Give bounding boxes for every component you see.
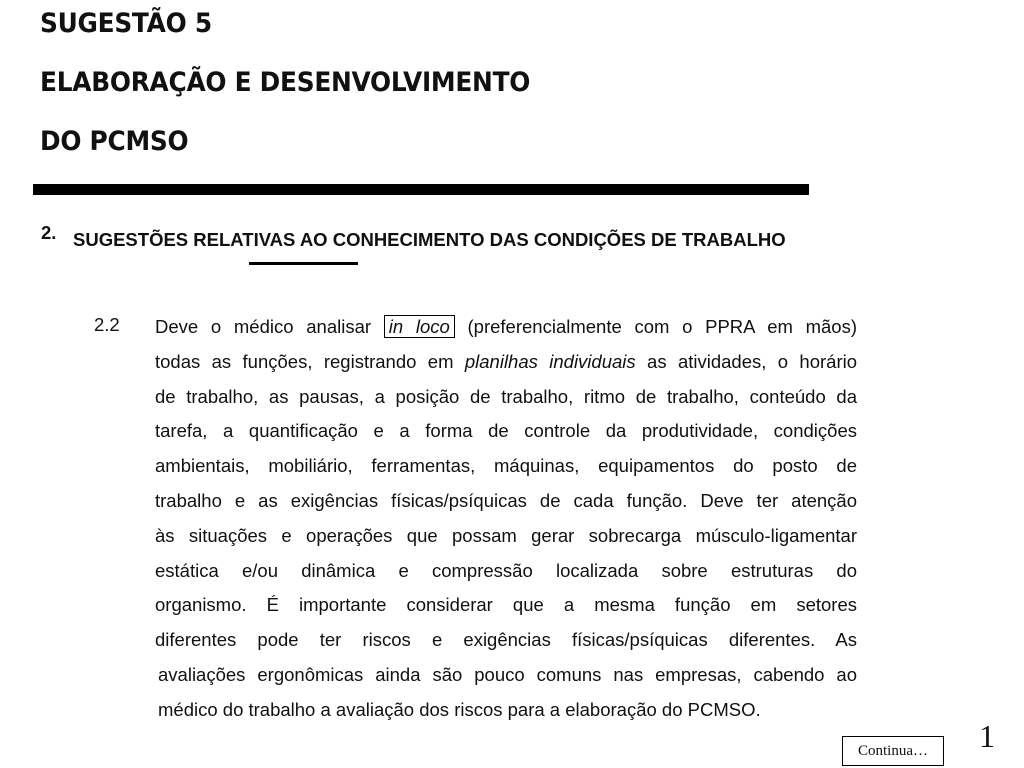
paragraph-line: ambientais, mobiliário, ferramentas, máquinas, equipamentos do posto de bbox=[155, 455, 857, 477]
page-number: 1 bbox=[979, 718, 995, 754]
item-paragraph bbox=[155, 310, 857, 728]
paragraph-line: trabalho e as exigências físicas/psíquicas de cada função. Deve ter atenção bbox=[155, 489, 857, 511]
section-number: 2. bbox=[41, 222, 57, 243]
item-number: 2.2 bbox=[94, 314, 120, 335]
paragraph-line: às situações e operações que possam gerar sobrecarga músculo-ligamentar bbox=[155, 524, 857, 546]
paragraph-line: tarefa, a quantificação e a forma de controle da produtividade, condições bbox=[155, 420, 857, 442]
boxed-term-in-loco: in loco bbox=[384, 315, 455, 338]
line2-text-before: todas as funções, registrando em bbox=[155, 350, 454, 372]
paragraph-line: avaliações ergonômicas ainda são pouco comuns nas empresas, cabendo ao bbox=[158, 663, 857, 685]
heading-underline-mark bbox=[249, 262, 358, 265]
document-title-line-1: SUGESTÃO 5 bbox=[40, 8, 212, 39]
paragraph-line bbox=[155, 345, 857, 380]
italic-term-planilhas: planilhas individuais bbox=[464, 350, 636, 372]
line1-text-before: Deve o médico analisar bbox=[155, 316, 372, 337]
paragraph-line: estática e/ou dinâmica e compressão localizada sobre estruturas do bbox=[155, 559, 857, 581]
document-title-line-3: DO PCMSO bbox=[40, 126, 189, 157]
header-divider bbox=[33, 184, 809, 195]
paragraph-line: diferentes pode ter riscos e exigências físicas/psíquicas diferentes. As bbox=[155, 629, 857, 651]
line2-text-after: as atividades, o horário bbox=[647, 350, 858, 372]
line1-text-after: (preferencialmente com o PPRA em mãos) bbox=[467, 316, 857, 337]
continue-button[interactable]: Continua… bbox=[842, 736, 944, 766]
paragraph-line bbox=[155, 310, 857, 345]
paragraph-line: médico do trabalho a avaliação dos riscos para a elaboração do PCMSO. bbox=[158, 698, 761, 720]
document-title-line-2: ELABORAÇÃO E DESENVOLVIMENTO bbox=[40, 67, 531, 98]
section-heading: SUGESTÕES RELATIVAS AO CONHECIMENTO DAS CONDIÇÕES DE TRABALHO bbox=[73, 229, 786, 250]
paragraph-line: de trabalho, as pausas, a posição de trabalho, ritmo de trabalho, conteúdo da bbox=[155, 385, 857, 407]
paragraph-line: organismo. É importante considerar que a mesma função em setores bbox=[155, 594, 857, 616]
